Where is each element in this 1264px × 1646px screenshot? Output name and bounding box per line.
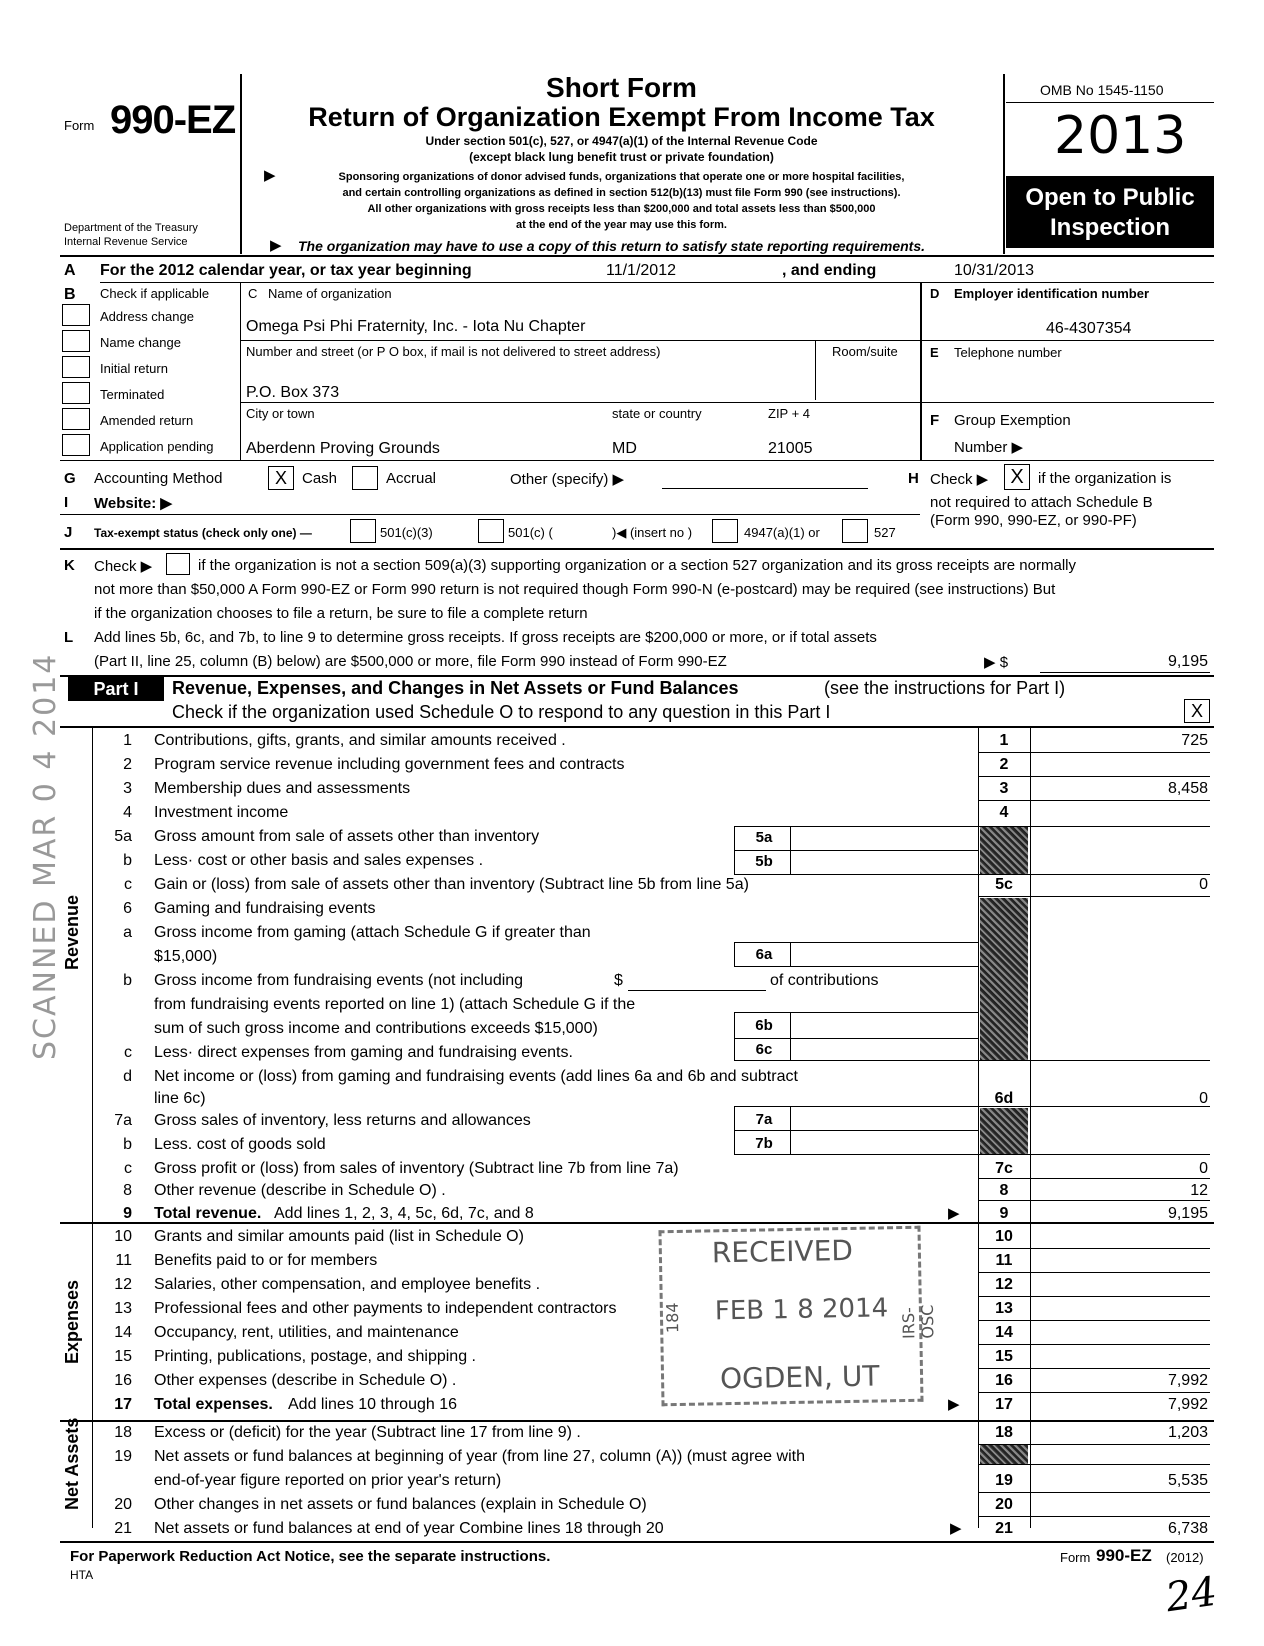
stamp-date: FEB 1 8 2014 (714, 1293, 889, 1327)
website-label: Website: ▶ (94, 495, 172, 512)
row-h-check-label: Check ▶ (930, 471, 989, 488)
open-to-public-line-1: Open to Public (1025, 184, 1195, 211)
line-number: c (124, 876, 132, 893)
shaded-cell (980, 898, 1028, 1060)
row-i-letter: I (64, 494, 69, 511)
line-6d-label: Net income or (loss) from gaming and fundraising events (add lines 6a and 6b and subtract (154, 1068, 798, 1085)
label-501c3: 501(c)(3) (380, 525, 433, 540)
label-application-pending: Application pending (100, 439, 214, 454)
line-box-number: 14 (995, 1324, 1013, 1341)
checkbox-schedule-o[interactable]: X (1184, 699, 1210, 723)
checkbox-address-change[interactable] (62, 304, 90, 326)
form-title-short: Short Form (546, 72, 697, 103)
checkbox-application-pending[interactable] (62, 434, 90, 456)
line-5c-amount[interactable]: 0 (1199, 876, 1208, 893)
line-7c-amount[interactable]: 0 (1199, 1160, 1208, 1177)
org-name-label: Name of organization (268, 286, 392, 301)
label-4947a1: 4947(a)(1) or (744, 525, 820, 540)
line-number: c (124, 1160, 132, 1177)
checkbox-accrual[interactable] (352, 466, 378, 490)
row-g-letter: G (64, 470, 76, 487)
line-6c-box: 6c (755, 1041, 773, 1058)
label-amended-return: Amended return (100, 413, 194, 428)
line-6b-box: 6b (755, 1017, 773, 1034)
arrow-icon: ▶ (948, 1396, 960, 1413)
row-j-letter: J (64, 524, 73, 541)
telephone-label: Telephone number (954, 345, 1062, 360)
street-value[interactable]: P.O. Box 373 (246, 384, 340, 401)
line-number: b (123, 852, 132, 869)
arrow-icon: ▶ (948, 1205, 960, 1222)
line-6d-label-cont: line 6c) (154, 1090, 206, 1107)
line-box-number: 4 (999, 804, 1009, 821)
row-k-line-1: if the organization is not a section 509(a)(3) supporting organization or a section 527 organization and its gross receipts are normally (198, 557, 1076, 574)
line-box-number: 11 (995, 1252, 1013, 1269)
line-number: 13 (114, 1300, 132, 1317)
label-address-change: Address change (100, 309, 194, 324)
line-6b-contributions-field[interactable] (628, 990, 766, 991)
handwritten-mark: 24 (1163, 1568, 1220, 1622)
line-7a-label: Gross sales of inventory, less returns and allowances (154, 1112, 531, 1129)
line-18-label: Excess or (deficit) for the year (Subtract line 17 from line 9) . (154, 1424, 581, 1441)
line-20-label: Other changes in net assets or fund balances (explain in Schedule O) (154, 1496, 647, 1513)
line-7b-label: Less. cost of goods sold (154, 1136, 326, 1153)
row-h-text-3: (Form 990, 990-EZ, or 990-PF) (930, 512, 1137, 529)
line-number: 19 (114, 1448, 132, 1465)
checkbox-527[interactable] (842, 519, 868, 543)
line-9-label: Add lines 1, 2, 3, 4, 5c, 6d, 7c, and 8 (274, 1205, 534, 1222)
paperwork-notice: For Paperwork Reduction Act Notice, see the separate instructions. (70, 1548, 551, 1565)
line-number: 11 (115, 1252, 132, 1269)
city-value[interactable]: Aberdenn Proving Grounds (246, 440, 440, 457)
line-5c-label: Gain or (loss) from sale of assets other than inventory (Subtract line 5b from line 5a) (154, 876, 749, 893)
line-number: 7a (114, 1112, 132, 1129)
line-16-label: Other expenses (describe in Schedule O) . (154, 1372, 457, 1389)
stamp-city: OGDEN, UT (719, 1359, 880, 1396)
form-title-main: Return of Organization Exempt From Income Tax (308, 102, 935, 132)
line-number: 6 (123, 900, 132, 917)
gross-receipts-arrow: ▶ $ (984, 654, 1009, 671)
street-label: Number and street (or P O box, if mail is not delivered to street address) (246, 344, 661, 359)
zip-value[interactable]: 21005 (768, 440, 813, 457)
row-l-line-2: (Part II, line 25, column (B) below) are $500,000 or more, file Form 990 instead of Form 990-EZ (94, 653, 727, 670)
tax-exempt-status-label: Tax-exempt status (check only one) — (94, 526, 312, 540)
form-word: Form (64, 118, 95, 133)
line-6b-label-tail: of contributions (770, 972, 879, 989)
scanned-stamp: SCANNED MAR 0 4 2014 (28, 652, 63, 1060)
shaded-cell (980, 1108, 1028, 1154)
line-18-amount[interactable]: 1,203 (1167, 1424, 1208, 1441)
row-k-line-2: not more than $50,000 A Form 990-EZ or Form 990 return is not required though Form 990-N (e-postcard) may be required (see instructions) But (94, 581, 1056, 598)
line-3-amount[interactable]: 8,458 (1167, 780, 1208, 797)
line-6b-dollar-sign: $ (614, 972, 623, 989)
line-8-amount[interactable]: 12 (1190, 1182, 1208, 1199)
line-11-label: Benefits paid to or for members (154, 1252, 378, 1269)
side-label-expenses: Expenses (62, 1279, 82, 1364)
omb-number: OMB No 1545-1150 (1040, 82, 1164, 98)
line-number: 16 (114, 1372, 132, 1389)
line-box-number: 13 (995, 1300, 1013, 1317)
hta-label: HTA (70, 1568, 94, 1582)
room-suite-label: Room/suite (832, 344, 898, 359)
line-box-number: 7c (995, 1160, 1013, 1177)
shaded-cell (980, 826, 1028, 874)
line-box-number: 6d (994, 1090, 1014, 1107)
line-number: d (123, 1068, 132, 1085)
line-number: 15 (114, 1348, 132, 1365)
part-1-tag-label: Part I (93, 679, 139, 699)
row-k-check-label: Check ▶ (94, 558, 153, 575)
line-4-label: Investment income (154, 804, 289, 821)
footer-form-year: (2012) (1166, 1550, 1204, 1565)
checkbox-501c3[interactable] (350, 519, 376, 543)
tax-year-begin-date: 11/1/2012 (606, 262, 676, 279)
line-number: 21 (114, 1520, 132, 1537)
line-number: 18 (114, 1424, 132, 1441)
line-6b-label: Gross income from fundraising events (not including (154, 972, 524, 989)
line-box-number: 17 (995, 1396, 1013, 1413)
line-21-amount[interactable]: 6,738 (1167, 1520, 1208, 1537)
state-reporting-note: The organization may have to use a copy of this return to satisfy state reporting requirements. (298, 238, 926, 254)
line-13-label: Professional fees and other payments to independent contractors (154, 1300, 617, 1317)
cash-label: Cash (302, 470, 338, 487)
city-label: City or town (246, 406, 315, 421)
line-7a-box: 7a (755, 1111, 773, 1128)
stamp-side-number: 184 (662, 1302, 683, 1334)
check-if-applicable-label: Check if applicable (100, 286, 210, 301)
org-name-value[interactable]: Omega Psi Phi Fraternity, Inc. - Iota Nu Chapter (246, 318, 586, 335)
checkbox-amended-return[interactable] (62, 408, 90, 430)
line-7b-box: 7b (755, 1135, 773, 1152)
line-1-amount[interactable]: 725 (1181, 732, 1208, 749)
line-8-label: Other revenue (describe in Schedule O) . (154, 1182, 446, 1199)
tax-year: 2013 (1054, 106, 1187, 166)
label-initial-return: Initial return (100, 361, 168, 376)
line-number: a (123, 924, 132, 941)
footer-form-number: 990-EZ (1096, 1546, 1152, 1565)
row-f-letter: F (930, 412, 940, 429)
form-instruction-4: at the end of the year may use this form. (516, 219, 727, 231)
row-c-letter: C (248, 286, 258, 301)
form-instruction-3: All other organizations with gross receipts less than $200,000 and total assets less than $500,000 (367, 203, 876, 215)
line-number: b (123, 1136, 132, 1153)
line-number: 17 (114, 1396, 132, 1413)
line-6d-amount[interactable]: 0 (1199, 1090, 1208, 1107)
line-5b-label: Less· cost or other basis and sales expenses . (154, 852, 484, 869)
line-box-number: 8 (999, 1182, 1009, 1199)
line-5a-label: Gross amount from sale of assets other than inventory (154, 828, 540, 845)
line-6-label: Gaming and fundraising events (154, 900, 376, 917)
side-label-net-assets: Net Assets (62, 1417, 82, 1510)
form-instruction-2: and certain controlling organizations as defined in section 512(b)(13) must file Form 990 (see instructions). (342, 187, 901, 199)
checkbox-terminated[interactable] (62, 382, 90, 404)
group-exemption-number-label: Number ▶ (954, 439, 1024, 456)
line-9-amount[interactable]: 9,195 (1167, 1205, 1208, 1222)
line-6a-label: Gross income from gaming (attach Schedule G if greater than (154, 924, 591, 941)
checkbox-not-required-to-file[interactable] (166, 553, 190, 575)
line-box-number: 12 (995, 1276, 1013, 1293)
line-14-label: Occupancy, rent, utilities, and maintenance (154, 1324, 459, 1341)
tax-year-end-date: 10/31/2013 (954, 262, 1035, 279)
ein-label: Employer identification number (954, 286, 1150, 301)
row-k-line-3: if the organization chooses to file a return, be sure to file a complete return (94, 605, 588, 622)
received-stamp (658, 1226, 938, 1407)
line-19-amount[interactable]: 5,535 (1167, 1472, 1208, 1489)
open-to-public-banner (1006, 176, 1214, 248)
line-box-number: 5c (995, 876, 1013, 893)
line-box-number: 15 (995, 1348, 1013, 1365)
line-12-label: Salaries, other compensation, and employee benefits . (154, 1276, 541, 1293)
accrual-label: Accrual (386, 470, 437, 487)
line-number: 12 (114, 1276, 132, 1293)
dept-line-1: Department of the Treasury (64, 222, 198, 234)
tax-year-beginning-label: For the 2012 calendar year, or tax year beginning (100, 262, 472, 279)
line-21-label: Net assets or fund balances at end of year Combine lines 18 through 20 (154, 1520, 664, 1537)
line-19-label: Net assets or fund balances at beginning of year (from line 27, column (A)) (must agree with (154, 1448, 805, 1465)
row-a-letter: A (64, 262, 76, 279)
line-box-number: 21 (995, 1520, 1013, 1537)
arrow-icon: ▶ (270, 237, 282, 254)
row-h-text-1: if the organization is (1038, 470, 1172, 487)
form-subtitle-1: Under section 501(c), 527, or 4947(a)(1) of the Internal Revenue Code (425, 134, 818, 148)
group-exemption-label: Group Exemption (954, 412, 1071, 429)
line-5b-box: 5b (755, 853, 773, 870)
line-box-number: 18 (995, 1424, 1013, 1441)
stamp-side-code: IRS-OSC (898, 1304, 938, 1340)
label-insert-no: )◀ (insert no ) (612, 525, 693, 540)
part-1-title-note: (see the instructions for Part I) (824, 678, 1066, 698)
line-number: b (123, 972, 132, 989)
line-17-label-bold: Total expenses. (154, 1396, 273, 1413)
line-6a-box: 6a (755, 946, 773, 963)
label-527: 527 (874, 525, 896, 540)
label-terminated: Terminated (100, 387, 165, 402)
checkbox-schedule-b-not-required[interactable]: X (1004, 464, 1030, 490)
and-ending-label: , and ending (782, 262, 877, 279)
line-10-label: Grants and similar amounts paid (list in Schedule O) (154, 1228, 524, 1245)
other-method-field[interactable] (662, 488, 868, 489)
line-3-label: Membership dues and assessments (154, 780, 411, 797)
ein-value[interactable]: 46-4307354 (1046, 320, 1132, 337)
line-9-label-bold: Total revenue. (154, 1205, 262, 1222)
state-label: state or country (612, 406, 702, 421)
label-501c: 501(c) ( (508, 525, 553, 540)
line-number: c (124, 1044, 132, 1061)
row-b-letter: B (64, 286, 76, 303)
gross-receipts-value[interactable]: 9,195 (1167, 653, 1208, 670)
line-1-label: Contributions, gifts, grants, and similar amounts received . (154, 732, 566, 749)
line-box-number: 9 (999, 1205, 1009, 1222)
shaded-cell (980, 1444, 1028, 1464)
row-d-letter: D (930, 286, 940, 301)
arrow-icon: ▶ (950, 1520, 962, 1537)
side-label-revenue: Revenue (62, 894, 82, 970)
line-2-label: Program service revenue including government fees and contracts (154, 756, 625, 773)
part-1-title: Revenue, Expenses, and Changes in Net Assets or Fund Balances (172, 678, 739, 698)
line-6b-label-cont-2: sum of such gross income and contributions exceeds $15,000) (154, 1020, 598, 1037)
row-h-text-2: not required to attach Schedule B (930, 494, 1153, 511)
line-box-number: 3 (999, 780, 1009, 797)
footer-form-word: Form (1060, 1550, 1091, 1565)
line-15-label: Printing, publications, postage, and shipping . (154, 1348, 476, 1365)
arrow-icon: ▶ (264, 167, 276, 184)
line-box-number: 10 (995, 1228, 1013, 1245)
other-method-label: Other (specify) ▶ (510, 471, 625, 488)
part-1-tag (68, 677, 164, 701)
form-subtitle-2: (except black lung benefit trust or private foundation) (469, 150, 774, 164)
line-5a-box: 5a (755, 829, 773, 846)
line-box-number: 2 (999, 756, 1009, 773)
checkbox-name-change[interactable] (62, 330, 90, 352)
form-number: 990-EZ (110, 98, 236, 142)
line-6c-label: Less· direct expenses from gaming and fundraising events. (154, 1044, 573, 1061)
dept-line-2: Internal Revenue Service (64, 236, 188, 248)
row-e-letter: E (930, 345, 939, 360)
row-l-letter: L (64, 629, 74, 646)
zip-label: ZIP + 4 (768, 406, 811, 421)
line-box-number: 20 (995, 1496, 1013, 1513)
line-number: 9 (123, 1205, 132, 1222)
line-16-amount[interactable]: 7,992 (1167, 1372, 1208, 1389)
line-6b-label-cont: from fundraising events reported on line 1) (attach Schedule G if the (154, 996, 636, 1013)
line-box-number: 16 (995, 1372, 1013, 1389)
open-to-public-line-2: Inspection (1049, 214, 1170, 241)
line-number: 4 (123, 804, 132, 821)
checkbox-initial-return[interactable] (62, 356, 90, 378)
line-number: 2 (123, 756, 132, 773)
line-number: 10 (114, 1228, 132, 1245)
line-number: 14 (114, 1324, 132, 1341)
accounting-method-label: Accounting Method (94, 470, 223, 487)
checkbox-4947a1[interactable] (712, 519, 738, 543)
row-l-line-1: Add lines 5b, 6c, and 7b, to line 9 to determine gross receipts. If gross receipts are $200,000 or more, or if total assets (94, 629, 877, 646)
line-box-number: 19 (995, 1472, 1013, 1489)
line-17-amount[interactable]: 7,992 (1167, 1396, 1208, 1413)
line-number: 1 (123, 732, 132, 749)
line-number: 20 (114, 1496, 132, 1513)
form-instruction-1: Sponsoring organizations of donor advised funds, organizations that operate one or more hospital facilities, (338, 171, 905, 183)
line-19-label-cont: end-of-year figure reported on prior year's return) (154, 1472, 502, 1489)
line-number: 5a (114, 828, 132, 845)
checkbox-501c[interactable] (478, 519, 504, 543)
line-6a-label-cont: $15,000) (154, 948, 218, 965)
line-box-number: 1 (999, 732, 1009, 749)
row-k-letter: K (64, 557, 75, 574)
line-number: 8 (123, 1182, 132, 1199)
line-7c-label: Gross profit or (loss) from sales of inventory (Subtract line 7b from line 7a) (154, 1160, 679, 1177)
header-divider-right (1003, 74, 1005, 254)
state-value[interactable]: MD (612, 440, 637, 457)
checkbox-cash[interactable]: X (268, 466, 294, 490)
row-h-letter: H (908, 470, 919, 487)
stamp-received-text: RECEIVED (711, 1233, 854, 1270)
label-name-change: Name change (100, 335, 181, 350)
line-number: 3 (123, 780, 132, 797)
schedule-o-check-line: Check if the organization used Schedule O to respond to any question in this Part I (172, 702, 831, 722)
line-17-label: Add lines 10 through 16 (288, 1396, 458, 1413)
